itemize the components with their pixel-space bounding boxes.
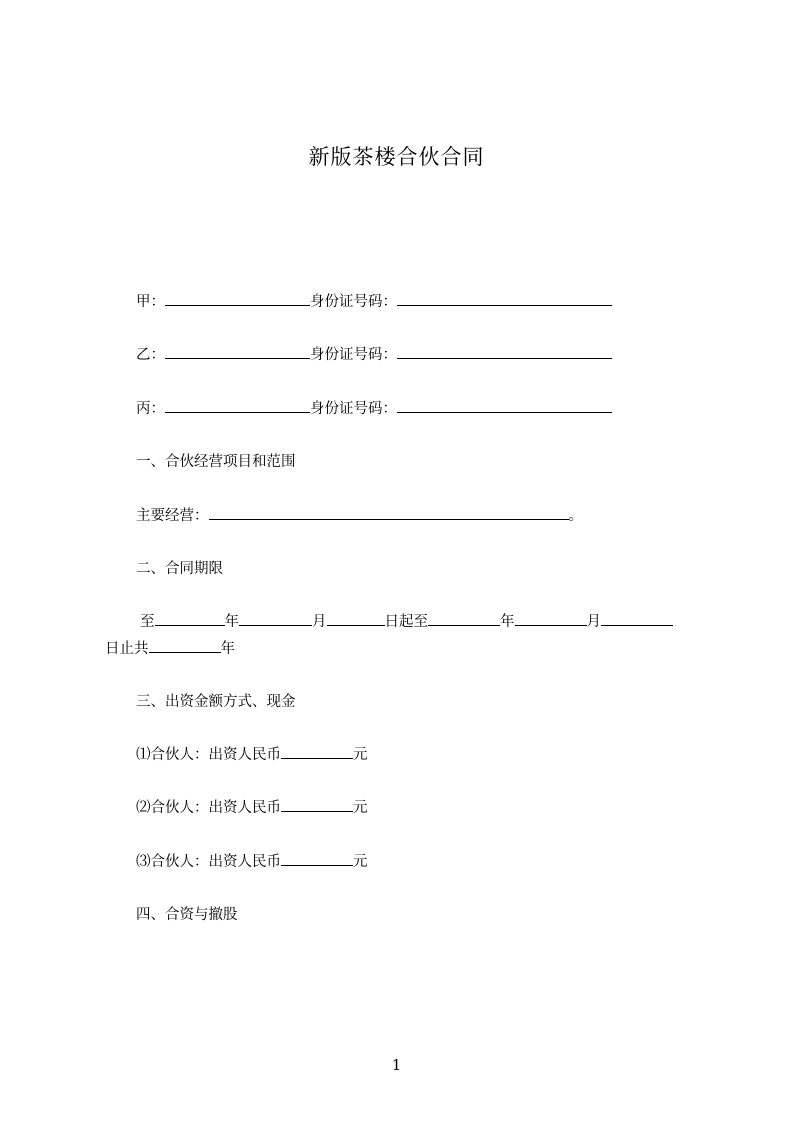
party-line-a: [136, 292, 612, 312]
item-number: ⑴: [136, 747, 151, 763]
document-title: 新版茶楼合伙合同: [308, 145, 485, 169]
party-label: 丙：: [136, 401, 165, 417]
id-blank[interactable]: [397, 399, 612, 413]
item-unit: 元: [353, 747, 368, 763]
main-business-label: 主要经营：: [136, 508, 209, 524]
main-business-blank[interactable]: [209, 506, 569, 520]
item-number: ⑵: [136, 800, 151, 816]
amount-blank[interactable]: [281, 798, 353, 812]
end-year-blank[interactable]: [428, 612, 500, 626]
start-month-blank[interactable]: [239, 612, 312, 626]
party-line-c: [136, 399, 612, 419]
section-4-heading: 四、合资与撤股: [136, 907, 238, 923]
end-mark: 。: [568, 508, 583, 524]
total-years-blank[interactable]: [149, 639, 221, 653]
capital-item-3: [136, 852, 368, 872]
end-day-blank[interactable]: [601, 612, 673, 626]
name-blank[interactable]: [165, 345, 310, 359]
term-text: 月: [312, 614, 327, 630]
start-day-blank[interactable]: [327, 612, 385, 626]
id-label: 身份证号码：: [310, 294, 397, 310]
section-2-heading: 二、合同期限: [136, 561, 223, 577]
term-text: 年: [500, 614, 515, 630]
id-label: 身份证号码：: [310, 347, 397, 363]
item-text: 合伙人：出资人民币: [150, 854, 281, 870]
term-text: 至: [140, 614, 155, 630]
term-text: 月: [586, 614, 601, 630]
page-number: 1: [391, 1056, 402, 1074]
end-month-blank[interactable]: [515, 612, 587, 626]
main-business-line: [136, 506, 583, 526]
id-blank[interactable]: [397, 292, 612, 306]
start-year-blank[interactable]: [155, 612, 225, 626]
term-text: 年: [220, 641, 235, 657]
section-1-heading: 一、合伙经营项目和范围: [136, 454, 296, 470]
name-blank[interactable]: [165, 399, 310, 413]
item-unit: 元: [353, 854, 368, 870]
amount-blank[interactable]: [281, 745, 353, 759]
name-blank[interactable]: [165, 292, 310, 306]
term-text: 日止共: [105, 641, 149, 657]
party-label: 甲：: [136, 294, 165, 310]
term-line-1: [140, 612, 673, 632]
item-text: 合伙人：出资人民币: [150, 747, 281, 763]
term-line-2: [105, 639, 235, 659]
capital-item-1: [136, 745, 368, 765]
id-blank[interactable]: [397, 345, 612, 359]
party-label: 乙：: [136, 347, 165, 363]
amount-blank[interactable]: [281, 852, 353, 866]
capital-item-2: [136, 798, 368, 818]
term-text: 日起至: [384, 614, 428, 630]
section-3-heading: 三、出资金额方式、现金: [136, 694, 296, 710]
party-line-b: [136, 345, 612, 365]
item-number: ⑶: [136, 854, 151, 870]
term-text: 年: [224, 614, 239, 630]
id-label: 身份证号码：: [310, 401, 397, 417]
item-unit: 元: [353, 800, 368, 816]
item-text: 合伙人：出资人民币: [150, 800, 281, 816]
